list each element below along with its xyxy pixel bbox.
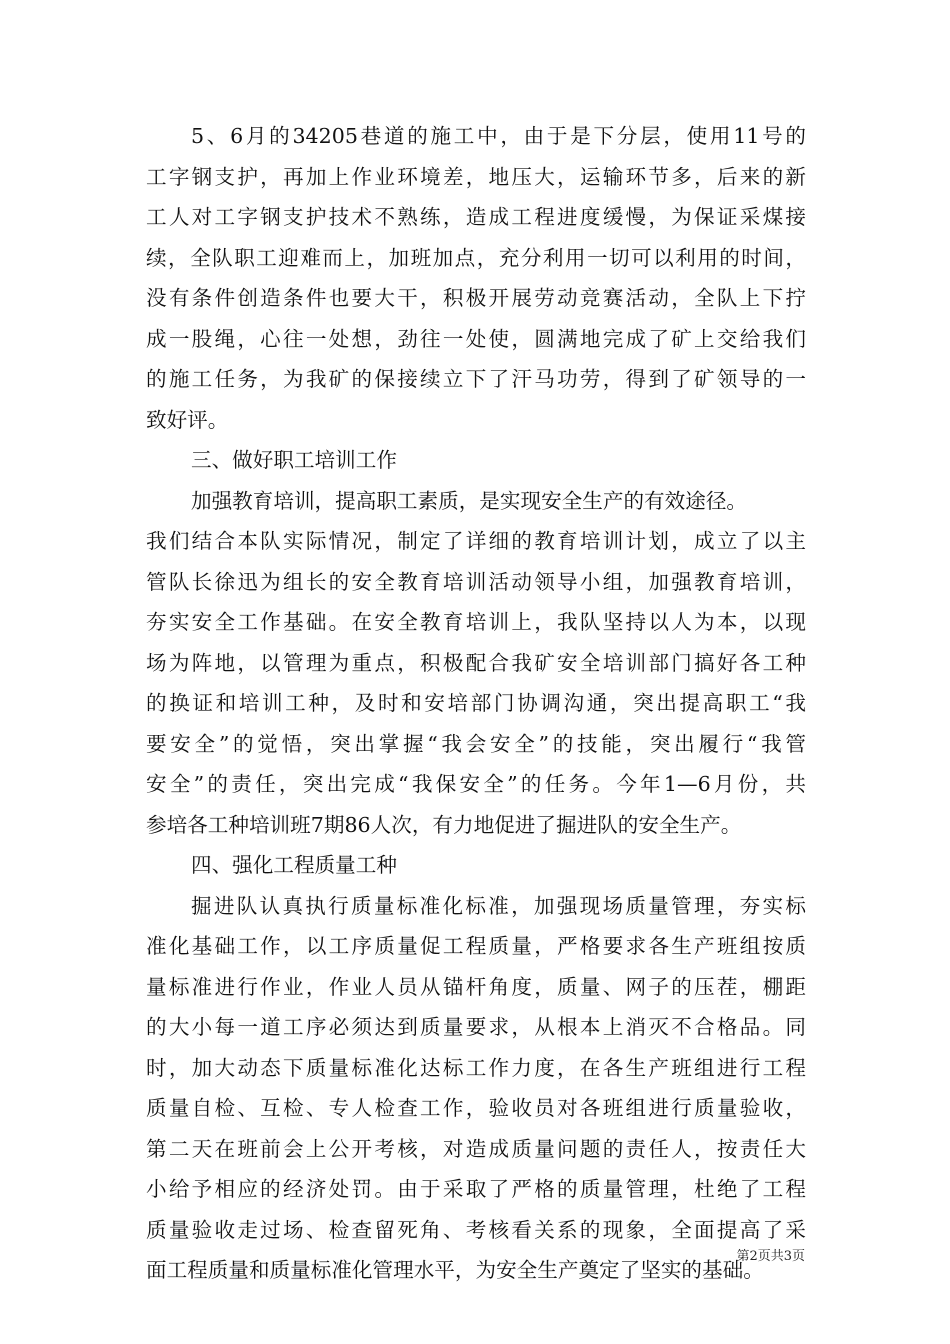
section-heading — [146, 845, 806, 886]
text-line: 的大小每一道工序必须达到质量要求，从根本上消灭不合格品。同 — [146, 1015, 806, 1039]
text-line: 小给予相应的经济处罚。由于采取了严格的质量管理，杜绝了工程 — [146, 1177, 806, 1201]
text-line: 要安全”的觉悟，突出掌握“我会安全”的技能，突出履行“我管 — [146, 731, 806, 756]
text-line: 工人对工字钢支护技术不熟练，造成工程进度缓慢，为保证采煤接 — [146, 205, 806, 229]
text-line: 时，加大动态下质量标准化达标工作力度，在各生产班组进行工程 — [146, 1055, 806, 1080]
paragraph — [146, 116, 806, 440]
text-line: 致好评。 — [146, 407, 229, 432]
text-line: 场为阵地，以管理为重点，积极配合我矿安全培训部门搞好各工种 — [146, 650, 806, 675]
text-line: 参培各工种培训班7期86人次，有力地促进了掘进队的安全生产。 — [146, 812, 742, 837]
paragraph — [146, 886, 806, 1291]
text-line: 质量自检、互检、专人检查工作，验收员对各班组进行质量验收， — [146, 1096, 806, 1120]
heading-text: 四、强化工程质量工种 — [191, 853, 397, 877]
heading-text: 三、做好职工培训工作 — [191, 448, 397, 472]
text-line: 续，全队职工迎难而上，加班加点，充分利用一切可以利用的时间， — [146, 245, 806, 270]
text-line: 管队长徐迅为组长的安全教育培训活动领导小组，加强教育培训， — [146, 569, 806, 594]
text-line: 5、6月的34205巷道的施工中，由于是下分层，使用11号的 — [191, 124, 806, 148]
document-body — [146, 116, 806, 1291]
section-heading — [146, 440, 806, 481]
paragraph — [146, 481, 806, 846]
page-number: 第2页共3页 — [736, 1249, 805, 1264]
text-line: 夯实安全工作基础。在安全教育培训上，我队坚持以人为本，以现 — [146, 610, 806, 634]
text-line: 质量验收走过场、检查留死角、考核看关系的现象，全面提高了采 — [146, 1217, 806, 1242]
text-line: 的施工任务，为我矿的保接续立下了汗马功劳，得到了矿领导的一 — [146, 367, 806, 391]
text-line: 的换证和培训工种，及时和安培部门协调沟通，突出提高职工“我 — [146, 691, 806, 715]
text-line: 成一股绳，心往一处想，劲往一处使，圆满地完成了矿上交给我们 — [146, 326, 806, 351]
text-line: 第二天在班前会上公开考核，对造成质量问题的责任人，按责任大 — [146, 1136, 806, 1161]
text-line: 工字钢支护，再加上作业环境差，地压大，运输环节多，后来的新 — [146, 164, 806, 189]
text-line: 安全”的责任，突出完成“我保安全”的任务。今年1—6月份，共 — [146, 772, 806, 796]
text-line: 掘进队认真执行质量标准化标准，加强现场质量管理，夯实标 — [191, 893, 806, 918]
text-line: 加强教育培训，提高职工素质，是实现安全生产的有效途径。 — [191, 488, 748, 513]
text-line: 准化基础工作，以工序质量促工程质量，严格要求各生产班组按质 — [146, 934, 806, 958]
text-line: 没有条件创造条件也要大干，积极开展劳动竞赛活动，全队上下拧 — [146, 286, 806, 310]
text-line: 我们结合本队实际情况，制定了详细的教育培训计划，成立了以主 — [146, 529, 806, 553]
text-line: 面工程质量和质量标准化管理水平，为安全生产奠定了坚实的基础。 — [146, 1258, 764, 1282]
text-line: 量标准进行作业，作业人员从锚杆角度，质量、网子的压茬，棚距 — [146, 974, 806, 999]
